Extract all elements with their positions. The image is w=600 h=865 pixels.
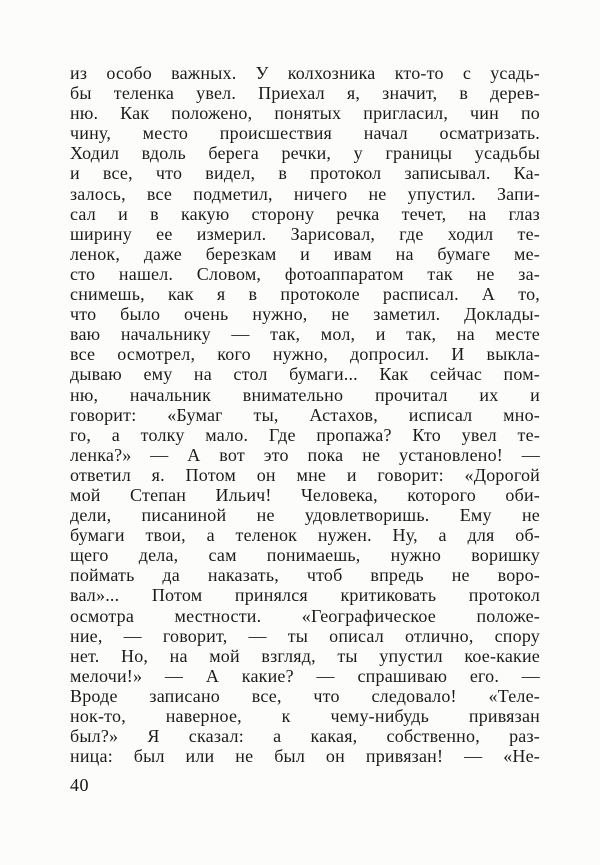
text-line: Ходил вдоль берега речки, у границы усадьбы (70, 143, 540, 164)
text-line: го, а толку мало. Где пропажа? Кто увел те- (70, 424, 540, 445)
text-line: осмотра местности. «Географическое положе- (70, 605, 540, 626)
text-line: и все, что видел, в протокол записывал. Ка- (70, 163, 540, 184)
text-line: ширину ее измерил. Зарисовал, где ходил те- (70, 223, 540, 244)
body-text (70, 63, 540, 766)
text-line: щего дела, сам понимаешь, нужно воришку (70, 545, 540, 566)
text-line: вал»... Потом принялся критиковать протокол (70, 585, 540, 606)
text-line: нет. Но, на мой взгляд, ты упустил кое-какие (70, 645, 540, 666)
text-line: ние, — говорит, — ты описал отлично, спору (70, 625, 540, 646)
text-line: что было очень нужно, не заметил. Доклады- (70, 304, 540, 325)
page-number: 40 (70, 775, 89, 795)
text-line: ню, начальник внимательно прочитал их и (70, 384, 540, 405)
text-line: снимешь, как я в протоколе расписал. А то, (70, 284, 540, 305)
text-line: сал и в какую сторону речка течет, на глаз (70, 203, 540, 224)
text-line: Вроде записано все, что следовало! «Теле- (70, 685, 540, 706)
text-line: бумаги твои, а теленок нужен. Ну, а для об- (70, 525, 540, 546)
text-line: был?» Я сказал: а какая, собственно, раз- (70, 726, 540, 747)
text-line: ленок, даже березкам и ивам на бумаге ме- (70, 243, 540, 264)
text-line: поймать да наказать, чтоб впредь не воро- (70, 565, 540, 586)
text-line: из особо важных. У колхозника кто-то с усадь- (70, 63, 540, 83)
text-line: дели, писаниной не удовлетворишь. Ему не (70, 505, 540, 526)
text-line: ответил я. Потом он мне и говорит: «Дорогой (70, 464, 540, 485)
text-line: ню. Как положено, понятых пригласил, чин по (70, 103, 540, 124)
text-line: все осмотрел, кого нужно, допросил. И выкла- (70, 344, 540, 365)
text-line: залось, все подметил, ничего не упустил. Запи- (70, 183, 540, 204)
text-line: бы теленка увел. Приехал я, значит, в дерев- (70, 83, 540, 104)
text-line: сто нашел. Словом, фотоаппаратом так не за- (70, 263, 540, 284)
text-line: дываю ему на стол бумаги... Как сейчас пом- (70, 364, 540, 385)
text-line: нок-то, наверное, к чему-нибудь привязан (70, 706, 540, 726)
text-line: мой Степан Ильич! Человека, которого оби- (70, 484, 540, 505)
text-line: ваю начальнику — так, мол, и так, на месте (70, 324, 540, 345)
text-line: ленка?» — А вот это пока не установлено! — (70, 444, 540, 465)
text-line: чину, место происшествия начал осматризать. (70, 123, 540, 144)
text-line: мелочи!» — А какие? — спрашиваю его. — (70, 665, 540, 686)
text-line: ница: был или не был он привязан! — «Не- (70, 746, 540, 767)
text-line: говорит: «Бумаг ты, Астахов, исписал мно- (70, 404, 540, 425)
